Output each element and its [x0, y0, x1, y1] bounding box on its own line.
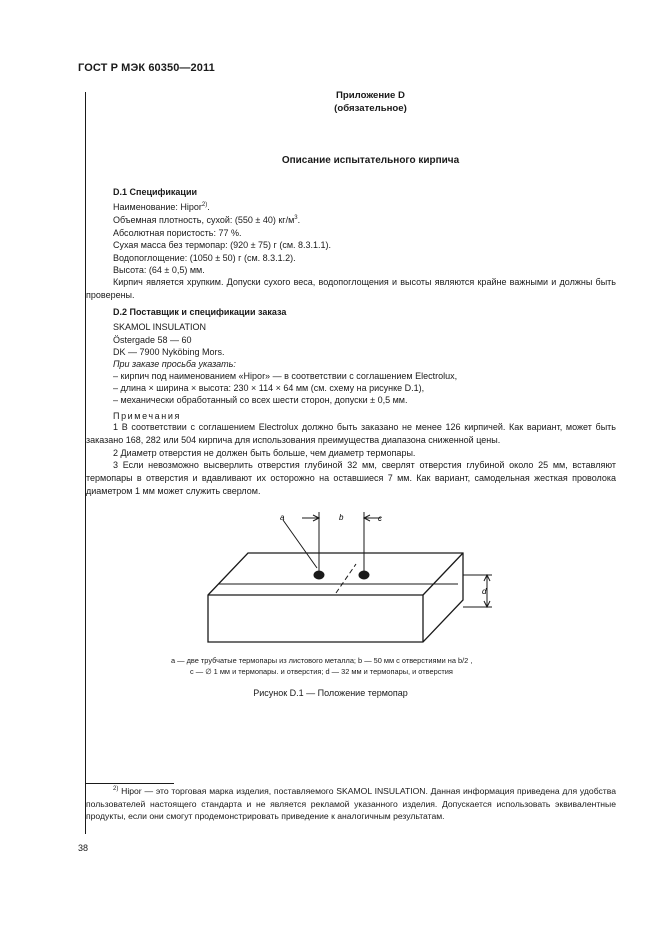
order-item: – механически обработанный со всех шести сторон, допуски ± 0,5 мм.: [113, 395, 408, 405]
spec-density-text: Объемная плотность, сухой: (550 ± 40) кг/м: [113, 215, 295, 225]
annex-title: Приложение D: [336, 90, 405, 101]
order-item: – длина × ширина × высота: 230 × 114 × 64 мм (см. схему на рисунке D.1),: [113, 383, 425, 393]
supplier-street: Östergade 58 — 60: [113, 335, 192, 345]
spec-height: Высота: (64 ± 0,5) мм.: [113, 265, 205, 275]
section-d1-heading: D.1 Спецификации: [113, 187, 198, 197]
note-3: 3 Если невозможно высверлить отверстия глубиной 32 мм, сверлят отверстия глубиной около 25 мм, вставляют термопары в отверстия и вдавливают их осторожно на оставшиеся 7 мм. Как вариант, самодельная жесткая проволока диаметром 1 мм может служить сверлом.: [86, 460, 616, 496]
notes-heading: Примечания: [113, 411, 181, 421]
order-item: – кирпич под наименованием «Hipor» — в соответствии с соглашением Electrolux,: [113, 371, 458, 381]
note-2: 2 Диаметр отверстия не должен быть больше, чем диаметр термопары.: [113, 448, 416, 458]
label-c: c: [378, 514, 382, 523]
supplier-name: SKAMOL INSULATION: [113, 322, 207, 332]
document-title: Описание испытательного кирпича: [281, 155, 460, 166]
figure-legend-line-2: c — ∅ 1 мм и термопары. и отверстия; d — 32 мм и термопары, и отверстия: [190, 667, 453, 676]
thermocouple-hole-1: [314, 571, 325, 580]
label-d: d: [482, 587, 487, 596]
section-d2-heading: D.2 Поставщик и спецификации заказа: [113, 307, 287, 317]
footnote-text: Hipor — это торговая марка изделия, поставляемого SKAMOL INSULATION. Данная информация приведена для удобства пользователей настоящего стандарта и не является рекламой указанного изделия. Допускается использовать эквивалентные продукты, если они смогут продемонстрировать приведение к аналогичным результатам.: [86, 786, 616, 821]
spec-name-end: .: [207, 202, 210, 212]
spec-density-end: .: [297, 215, 301, 225]
dimension-lines: [283, 512, 492, 607]
footnote-mark: 2): [113, 786, 119, 792]
spec-dry-mass: Сухая масса без термопар: (920 ± 75) г (см. 8.3.1.1).: [113, 240, 332, 250]
spec-porosity: Абсолютная пористость: 77 %.: [113, 228, 242, 238]
brick-outline: [208, 553, 463, 642]
label-b: b: [339, 513, 344, 522]
footnote-ref: 2): [201, 202, 208, 208]
order-intro: При заказе просьба указать:: [113, 359, 236, 369]
document-header: ГОСТ Р МЭК 60350—2011: [78, 62, 215, 74]
page-number: 38: [78, 843, 89, 853]
density-exponent: 3: [294, 215, 298, 221]
figure-caption: Рисунок D.1 — Положение термопар: [253, 688, 408, 698]
note-1: 1 В соответствии с соглашением Electrolux должно быть заказано не менее 126 кирпичей. Как вариант, может быть заказано 168, 282 или 504 кирпича для использования преимущества диапазона сниженной цены.: [86, 422, 616, 445]
spec-water-absorption: Водопоглощение: (1050 ± 50) г (см. 8.3.1.2).: [113, 253, 296, 263]
footnote: [86, 785, 616, 823]
spec-name-text: Наименование: Hipor: [113, 202, 202, 212]
annex-status: (обязательное): [334, 103, 407, 114]
footnote-rule: [86, 783, 174, 784]
figure-legend-line-1: a — две трубчатые термопары из листового металла; b — 50 мм с отверстиями на b/2 ,: [171, 656, 473, 665]
label-a: a: [280, 513, 285, 522]
supplier-city: DK — 7900 Nyköbing Mors.: [113, 347, 225, 357]
spec-fragility-paragraph: Кирпич является хрупким. Допуски сухого веса, водопоглощения и высоты являются крайне важными и должны быть проверены.: [86, 277, 616, 300]
thermocouple-hole-2: [359, 571, 370, 580]
